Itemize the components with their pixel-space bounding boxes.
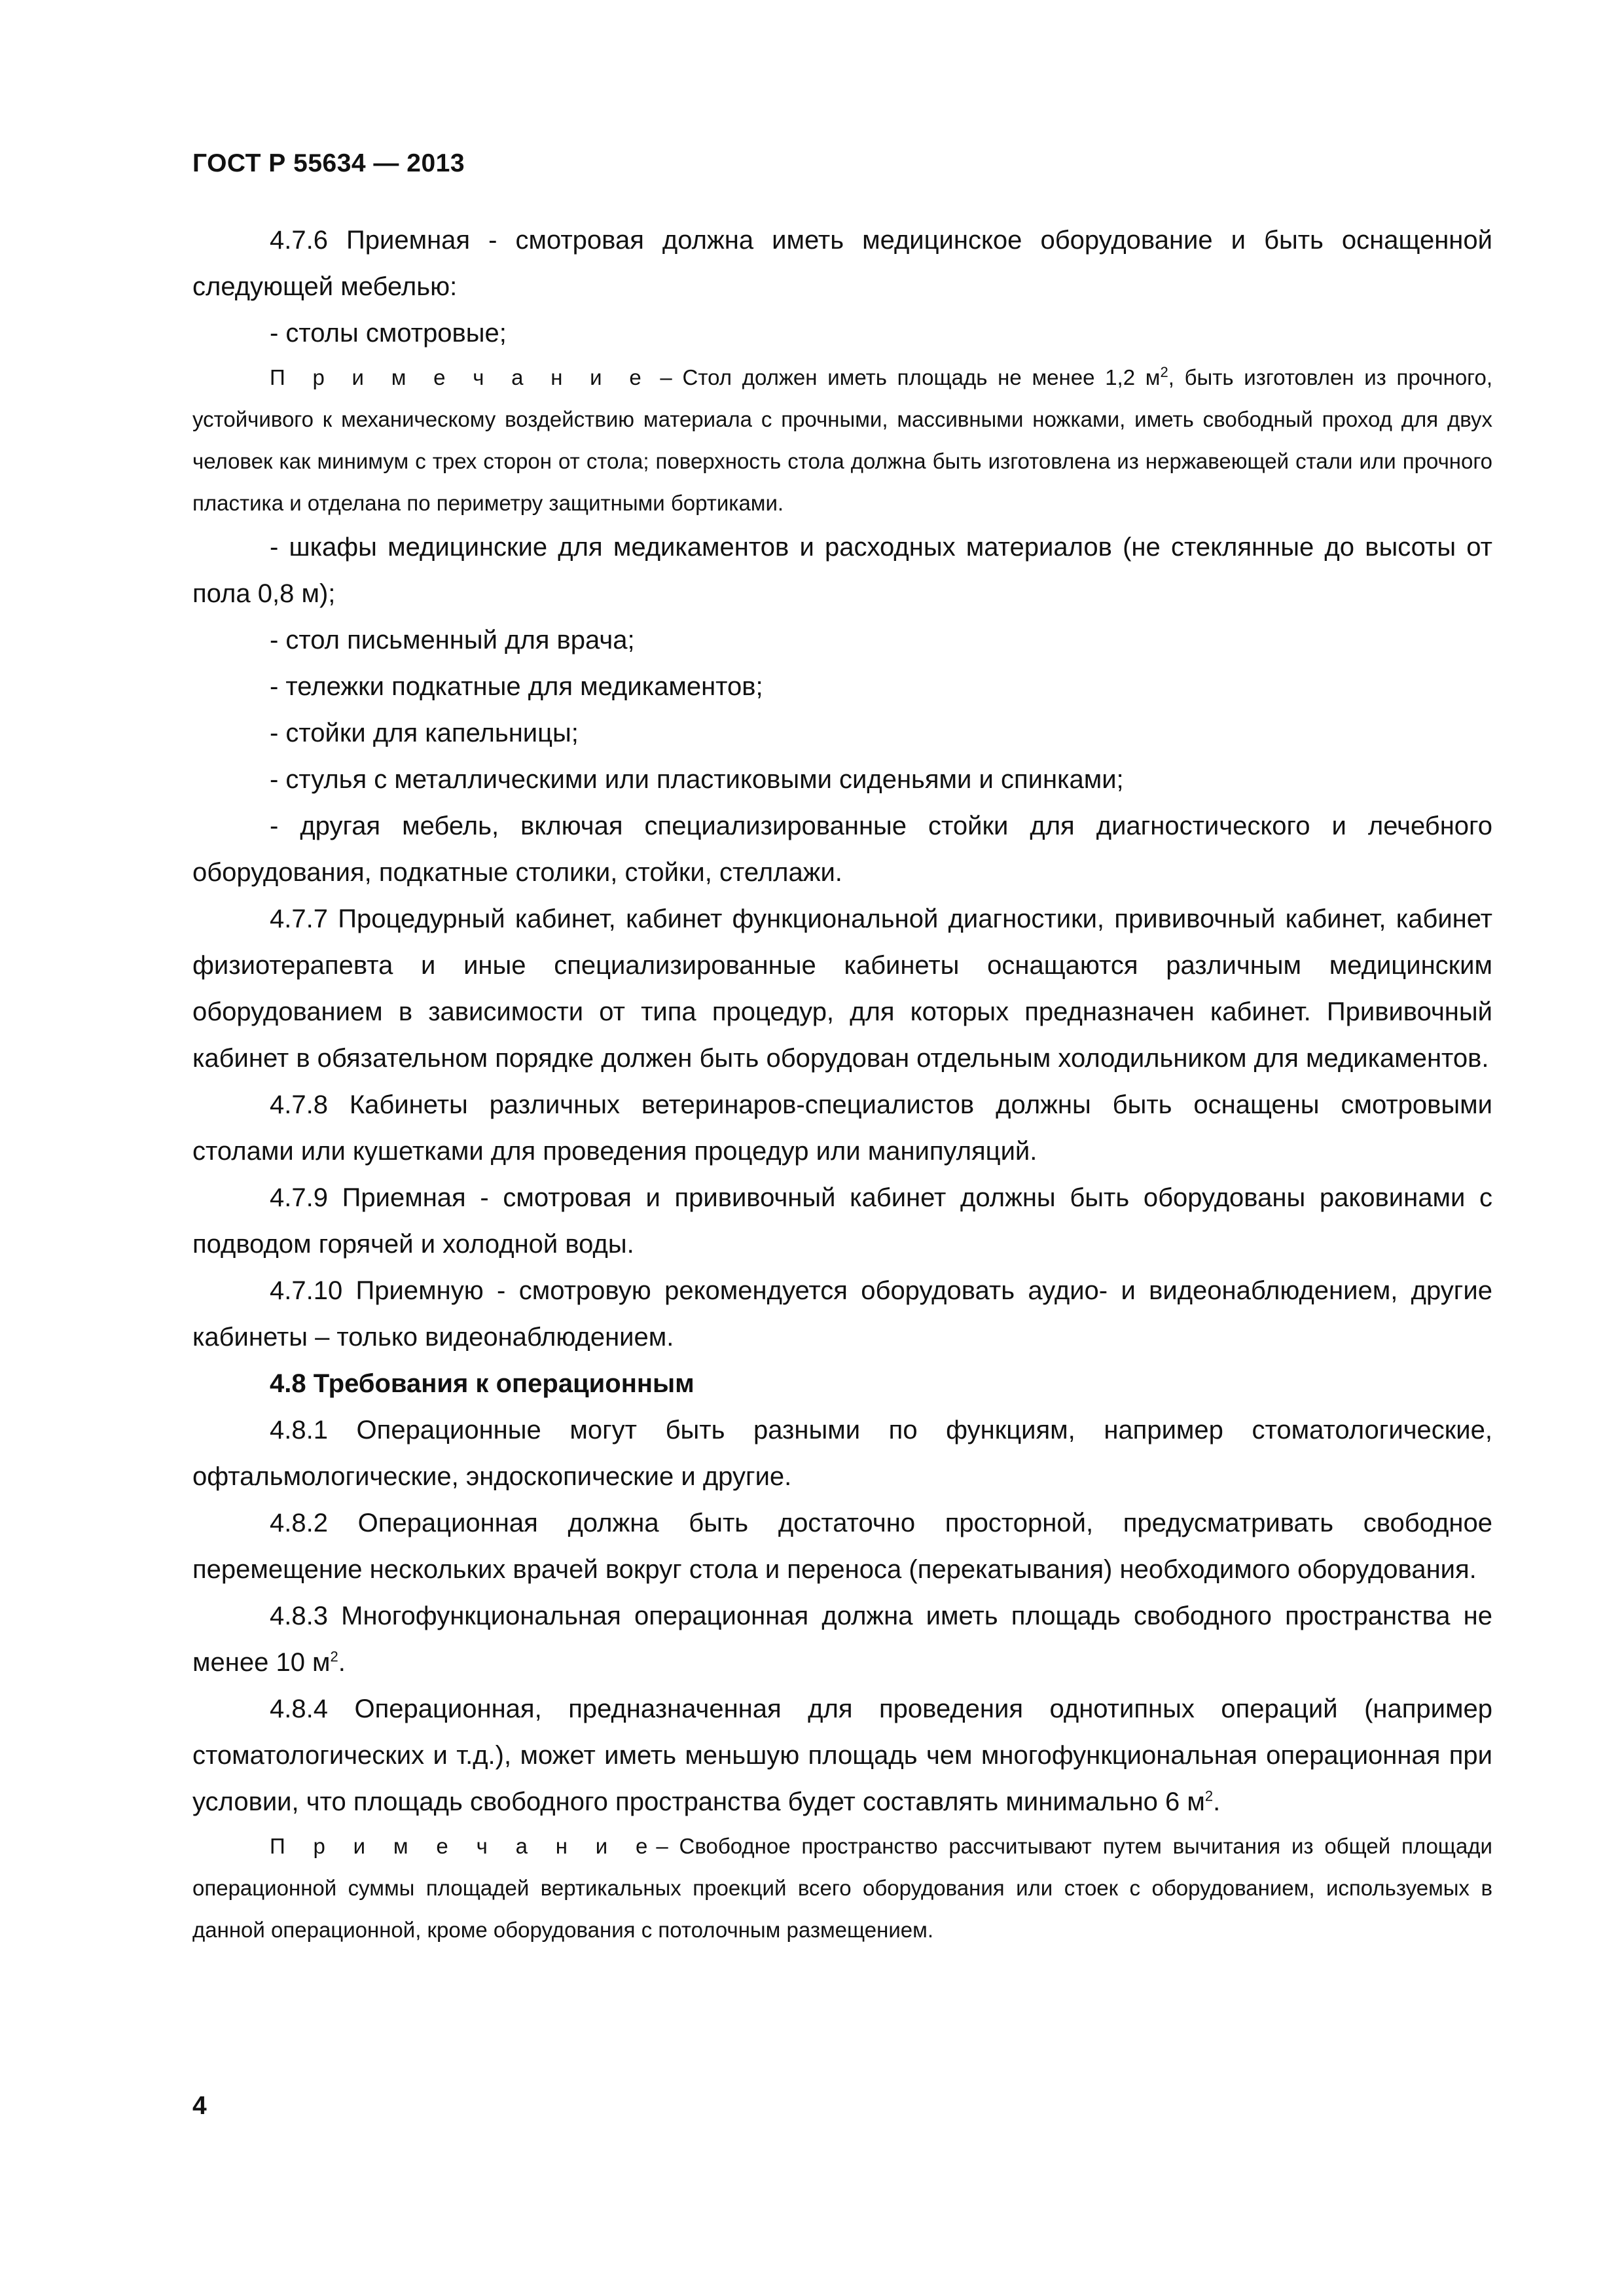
superscript: 2 <box>1204 1787 1214 1804</box>
note-label: П р и м е ч а н и е <box>270 1834 657 1858</box>
list-item-exam-tables: - столы смотровые; <box>270 319 507 348</box>
paragraph-4-8-4 <box>192 1686 1492 1825</box>
superscript: 2 <box>1160 364 1168 380</box>
paragraph-4-7-8: 4.7.8 Кабинеты различных ветеринаров-специалистов должны быть оснащены смотровыми столами или кушетками для проведения процедур или манипуляций. <box>192 1090 1492 1166</box>
paragraph-4-7-9: 4.7.9 Приемная - смотровая и прививочный кабинет должны быть оборудованы раковинами с подводом горячей и холодной воды. <box>192 1183 1492 1259</box>
paragraph-text-part: . <box>1213 1787 1221 1816</box>
paragraph-4-8-2: 4.8.2 Операционная должна быть достаточно просторной, предусматривать свободное перемещение нескольких врачей вокруг стола и переноса (перекатывания) необходимого оборудования. <box>192 1509 1492 1584</box>
superscript: 2 <box>330 1648 338 1665</box>
paragraph-text-part: 4.8.3 Многофункциональная операционная должна иметь площадь свободного пространства не менее 10 м <box>192 1602 1492 1677</box>
note-exam-table <box>192 357 1492 524</box>
section-heading-4-8: 4.8 Требования к операционным <box>270 1369 695 1398</box>
list-item-chairs: - стулья с металлическими или пластиковыми сиденьями и спинками; <box>270 765 1124 794</box>
list-item-trolleys: - тележки подкатные для медикаментов; <box>270 672 763 701</box>
list-item-cabinets: - шкафы медицинские для медикаментов и расходных материалов (не стеклянные до высоты от пола 0,8 м); <box>192 533 1492 608</box>
paragraph-4-7-6: 4.7.6 Приемная - смотровая должна иметь медицинское оборудование и быть оснащенной следующей мебелью: <box>192 226 1492 301</box>
paragraph-4-8-1: 4.8.1 Операционные могут быть разными по функциям, например стоматологические, офтальмологические, эндоскопические и другие. <box>192 1416 1492 1491</box>
paragraph-4-7-7: 4.7.7 Процедурный кабинет, кабинет функциональной диагностики, прививочный кабинет, кабинет физиотерапевта и иные специализированные кабинеты оснащаются различным медицинским оборудованием в зависимости от типа процедур, для которых предназначен кабинет. Прививочный кабинет в обязательном порядке должен быть оборудован отдельным холодильником для медикаментов. <box>192 905 1492 1073</box>
paragraph-4-8-3 <box>192 1593 1492 1686</box>
page-number: 4 <box>192 2092 207 2120</box>
paragraph-text-part: 4.8.4 Операционная, предназначенная для проведения однотипных операций (например стоматологических и т.д.), может иметь меньшую площадь чем многофункциональная операционная при условии, что площадь свободного пространства будет составлять минимально 6 м <box>192 1695 1492 1816</box>
note-text-part: – Стол должен иметь площадь не менее 1,2 м <box>649 365 1161 389</box>
list-item-other-furniture: - другая мебель, включая специализированные стойки для диагностического и лечебного оборудования, подкатные столики, стойки, стеллажи. <box>192 812 1492 887</box>
document-code-header: ГОСТ Р 55634 — 2013 <box>192 149 465 177</box>
list-item-desk: - стол письменный для врача; <box>270 626 635 655</box>
note-text-part: , быть изготовлен из прочного, устойчивого к механическому воздействию материала с прочными, массивными ножками, иметь свободный проход для двух человек как минимум с трех сторон от стола; поверхность стола должна быть изготовлена из нержавеющей стали или прочного пластика и отделана по периметру защитными бортиками. <box>192 365 1492 515</box>
list-item-drip-stands: - стойки для капельницы; <box>270 719 579 747</box>
note-label: П р и м е ч а н и е <box>270 365 650 389</box>
page-body <box>192 217 1492 1951</box>
note-text-part: – Свободное пространство рассчитывают путем вычитания из общей площади операционной суммы площадей вертикальных проекций всего оборудования или стоек с оборудованием, используемых в данной операционной, кроме оборудования с потолочным размещением. <box>192 1834 1492 1942</box>
paragraph-text-part: . <box>338 1648 346 1677</box>
note-free-space <box>192 1825 1492 1951</box>
paragraph-4-7-10: 4.7.10 Приемную - смотровую рекомендуется оборудовать аудио- и видеонаблюдением, другие кабинеты – только видеонаблюдением. <box>192 1276 1492 1352</box>
